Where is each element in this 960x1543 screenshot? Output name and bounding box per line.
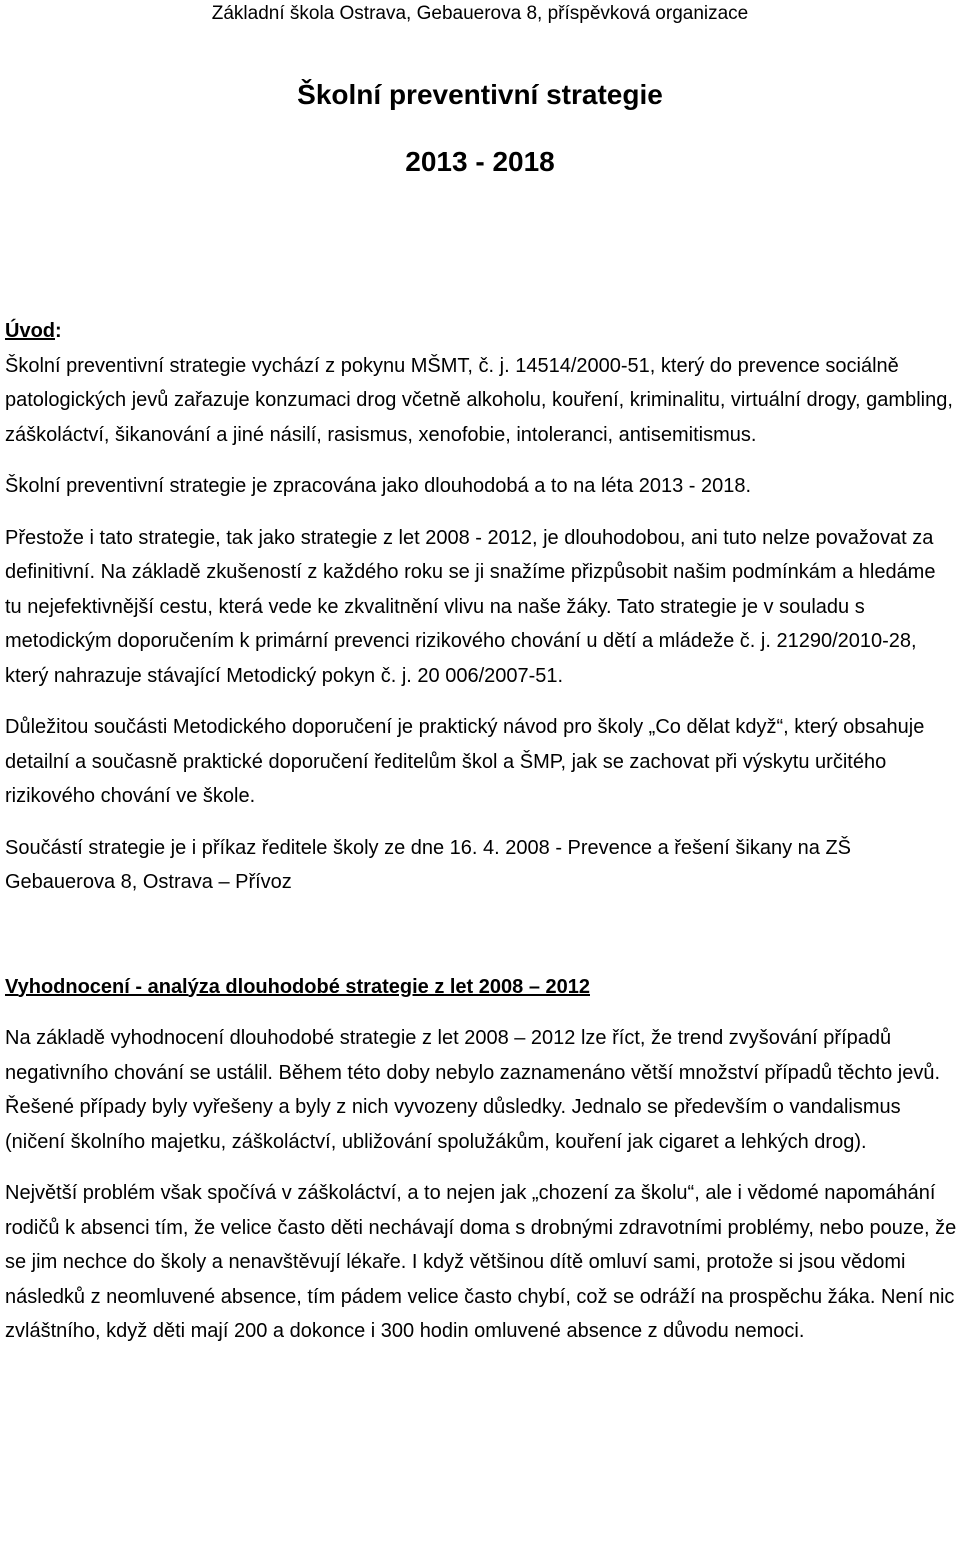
document-body <box>5 314 957 1349</box>
evaluation-paragraph-2: Největší problém však spočívá v záškoláctví, a to nejen jak „chození za školu“, ale i vědomé napomáhání rodičů k absenci tím, že velice často děti nechávají doma s drobnými zdravotními problémy, nebo pouze, že se jim nechce do školy a nenavštěvují lékaře. I když většinou dítě omluví sami, protože si jsou vědomi následků z neomluvené absence, tím pádem velice často chybí, což se odráží na prospěchu žáka. Není nic zvláštního, když děti mají 200 a dokonce i 300 hodin omluvené absence z důvodu nemoci. <box>5 1182 957 1342</box>
intro-heading-word: Úvod <box>5 320 55 342</box>
paragraph-spacer <box>5 814 957 831</box>
paragraph-spacer <box>5 1159 957 1176</box>
intro-paragraph-4: Důležitou součásti Metodického doporučení je praktický návod pro školy „Co dělat když“, který obsahuje detailní a současně praktické doporučení ředitelům škol a ŠMP, jak se zachovat při výskytu určitého rizikového chování ve škole. <box>5 716 925 807</box>
paragraph-spacer <box>5 693 957 710</box>
intro-paragraph-3: Přestože i tato strategie, tak jako strategie z let 2008 - 2012, je dlouhodobou, ani tuto nelze považovat za definitivní. Na základě zkušeností z každého roku se ji snažíme přizpůsobit našim podmínkám a hledáme tu nejefektivnější cestu, která vede ke zkvalitnění vlivu na naše žáky. Tato strategie je v souladu s metodickým doporučením k primární prevenci rizikového chování u dětí a mládeže č. j. 21290/2010-28, který nahrazuje stávající Metodický pokyn č. j. 20 006/2007-51. <box>5 526 936 687</box>
intro-heading-colon: : <box>55 320 62 342</box>
intro-paragraph-5: Součástí strategie je i příkaz ředitele školy ze dne 16. 4. 2008 - Prevence a řešení šikany na ZŠ Gebauerova 8, Ostrava – Přívoz <box>5 836 852 893</box>
paragraph-spacer <box>5 1004 957 1021</box>
intro-paragraph-1: Školní preventivní strategie vychází z pokynu MŠMT, č. j. 14514/2000-51, který do prevence sociálně patologických jevů zařazuje konzumaci drog včetně alkoholu, kouření, kriminalitu, virtuální drogy, gambling, záškoláctví, šikanování a jiné násilí, rasismus, xenofobie, intoleranci, antisemitismus. <box>5 354 953 446</box>
document-title: Školní preventivní strategie <box>297 79 663 110</box>
intro-heading <box>5 314 957 349</box>
evaluation-paragraph-1: Na základě vyhodnocení dlouhodobé strategie z let 2008 – 2012 lze říct, že trend zvyšování případů negativního chování se ustálil. Během této doby nebylo zaznamenáno větší množství případů těchto jevů. Řešené případy byly vyřešeny a byly z nich vyvozeny důsledky. Jednalo se především o vandalismus (ničení školního majetku, záškoláctví, ubližování spolužákům, kouření jak cigaret a lehkých drog). <box>5 1027 941 1153</box>
intro-paragraph-2: Školní preventivní strategie je zpracována jako dlouhodobá a to na léta 2013 - 2018. <box>5 475 752 497</box>
paragraph-spacer <box>5 452 957 469</box>
section-spacer <box>5 900 957 970</box>
page-header <box>0 0 960 27</box>
organization-name: Základní škola Ostrava, Gebauerova 8, příspěvková organizace <box>211 3 749 24</box>
paragraph-spacer <box>5 504 957 521</box>
document-period: 2013 - 2018 <box>405 146 555 177</box>
evaluation-heading: Vyhodnocení - analýza dlouhodobé strategie z let 2008 – 2012 <box>5 975 590 998</box>
